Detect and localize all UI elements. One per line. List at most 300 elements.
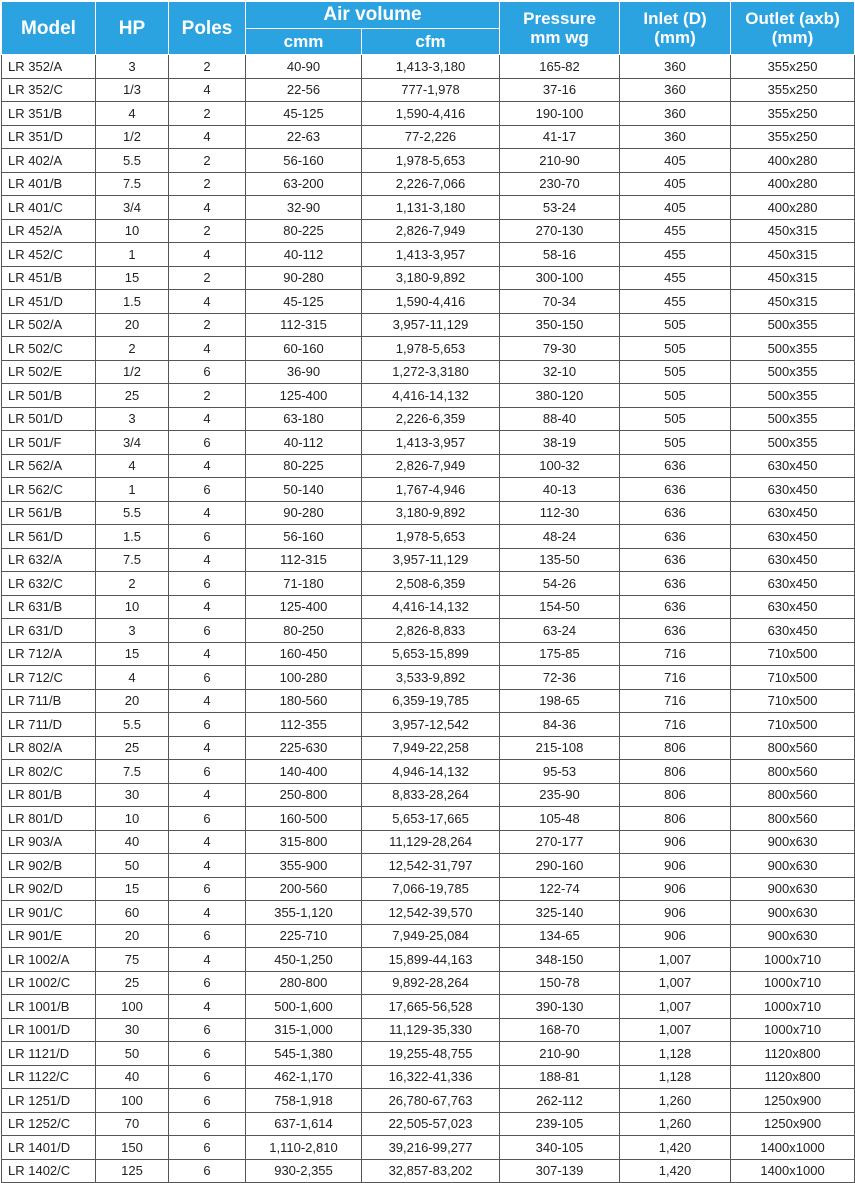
cell-inlet: 636: [620, 548, 731, 572]
cell-cfm: 3,957-12,542: [362, 713, 500, 737]
cell-cmm: 22-56: [246, 78, 362, 102]
table-row: [2, 1159, 855, 1183]
cell-model: LR 352/C: [2, 78, 96, 102]
cell-cmm: 462-1,170: [246, 1065, 362, 1089]
cell-poles: 6: [169, 713, 246, 737]
cell-pressure: 165-82: [500, 55, 620, 79]
header-hp: HP: [96, 2, 169, 55]
header-air-volume: Air volume: [246, 2, 500, 29]
table-row: [2, 384, 855, 408]
cell-poles: 6: [169, 1065, 246, 1089]
cell-model: LR 501/D: [2, 407, 96, 431]
cell-cmm: 758-1,918: [246, 1089, 362, 1113]
cell-poles: 2: [169, 102, 246, 126]
cell-pressure: 210-90: [500, 149, 620, 173]
cell-cfm: 11,129-35,330: [362, 1018, 500, 1042]
cell-poles: 6: [169, 807, 246, 831]
cell-poles: 6: [169, 360, 246, 384]
cell-model: LR 562/A: [2, 454, 96, 478]
header-outlet: [731, 2, 855, 55]
cell-cmm: 125-400: [246, 384, 362, 408]
cell-hp: 100: [96, 1089, 169, 1113]
cell-hp: 1.5: [96, 525, 169, 549]
cell-model: LR 712/A: [2, 642, 96, 666]
cell-model: LR 631/B: [2, 595, 96, 619]
table-row: [2, 736, 855, 760]
cell-pressure: 63-24: [500, 619, 620, 643]
table-row: [2, 454, 855, 478]
cell-outlet: 400x280: [731, 149, 855, 173]
cell-cfm: 11,129-28,264: [362, 830, 500, 854]
cell-cmm: 32-90: [246, 196, 362, 220]
cell-cfm: 1,767-4,946: [362, 478, 500, 502]
cell-cfm: 3,533-9,892: [362, 666, 500, 690]
cell-inlet: 1,007: [620, 1018, 731, 1042]
cell-poles: 4: [169, 783, 246, 807]
cell-hp: 60: [96, 901, 169, 925]
cell-hp: 2: [96, 337, 169, 361]
table-row: [2, 783, 855, 807]
cell-inlet: 505: [620, 313, 731, 337]
cell-outlet: 450x315: [731, 266, 855, 290]
cell-hp: 40: [96, 830, 169, 854]
cell-inlet: 1,128: [620, 1065, 731, 1089]
cell-cfm: 1,413-3,957: [362, 431, 500, 455]
cell-hp: 70: [96, 1112, 169, 1136]
cell-cfm: 1,978-5,653: [362, 525, 500, 549]
cell-hp: 40: [96, 1065, 169, 1089]
table-row: [2, 1136, 855, 1160]
cell-cfm: 1,978-5,653: [362, 149, 500, 173]
cell-cmm: 80-225: [246, 219, 362, 243]
cell-cmm: 637-1,614: [246, 1112, 362, 1136]
cell-pressure: 340-105: [500, 1136, 620, 1160]
cell-inlet: 1,007: [620, 971, 731, 995]
table-row: [2, 196, 855, 220]
cell-pressure: 84-36: [500, 713, 620, 737]
cell-outlet: 1400x1000: [731, 1136, 855, 1160]
table-row: [2, 219, 855, 243]
cell-hp: 150: [96, 1136, 169, 1160]
cell-cfm: 2,826-7,949: [362, 454, 500, 478]
cell-inlet: 1,260: [620, 1112, 731, 1136]
cell-hp: 30: [96, 783, 169, 807]
cell-cmm: 60-160: [246, 337, 362, 361]
cell-inlet: 806: [620, 807, 731, 831]
cell-pressure: 48-24: [500, 525, 620, 549]
cell-hp: 75: [96, 948, 169, 972]
cell-poles: 6: [169, 1159, 246, 1183]
cell-hp: 20: [96, 313, 169, 337]
header-inlet-line1: Inlet (D): [643, 9, 707, 28]
cell-poles: 4: [169, 642, 246, 666]
cell-cfm: 2,226-7,066: [362, 172, 500, 196]
cell-outlet: 1000x710: [731, 948, 855, 972]
cell-poles: 2: [169, 266, 246, 290]
table-row: [2, 877, 855, 901]
cell-poles: 4: [169, 125, 246, 149]
cell-cmm: 45-125: [246, 102, 362, 126]
cell-pressure: 70-34: [500, 290, 620, 314]
cell-pressure: 54-26: [500, 572, 620, 596]
cell-outlet: 630x450: [731, 595, 855, 619]
cell-outlet: 900x630: [731, 854, 855, 878]
cell-hp: 3: [96, 619, 169, 643]
cell-inlet: 1,128: [620, 1042, 731, 1066]
cell-pressure: 168-70: [500, 1018, 620, 1042]
cell-pressure: 150-78: [500, 971, 620, 995]
cell-inlet: 716: [620, 689, 731, 713]
cell-model: LR 502/A: [2, 313, 96, 337]
cell-cfm: 1,978-5,653: [362, 337, 500, 361]
cell-inlet: 455: [620, 243, 731, 267]
cell-pressure: 122-74: [500, 877, 620, 901]
table-row: [2, 1112, 855, 1136]
cell-inlet: 806: [620, 783, 731, 807]
table-row: [2, 431, 855, 455]
cell-cmm: 40-112: [246, 431, 362, 455]
cell-model: LR 1251/D: [2, 1089, 96, 1113]
cell-cmm: 280-800: [246, 971, 362, 995]
cell-hp: 10: [96, 219, 169, 243]
cell-outlet: 800x560: [731, 760, 855, 784]
cell-cfm: 16,322-41,336: [362, 1065, 500, 1089]
cell-pressure: 235-90: [500, 783, 620, 807]
cell-cfm: 12,542-31,797: [362, 854, 500, 878]
cell-poles: 2: [169, 384, 246, 408]
cell-pressure: 79-30: [500, 337, 620, 361]
cell-cmm: 45-125: [246, 290, 362, 314]
cell-outlet: 710x500: [731, 713, 855, 737]
cell-model: LR 1402/C: [2, 1159, 96, 1183]
table-row: [2, 78, 855, 102]
cell-cfm: 26,780-67,763: [362, 1089, 500, 1113]
cell-cmm: 315-1,000: [246, 1018, 362, 1042]
cell-hp: 7.5: [96, 172, 169, 196]
cell-hp: 5.5: [96, 501, 169, 525]
table-row: [2, 149, 855, 173]
cell-model: LR 1401/D: [2, 1136, 96, 1160]
cell-cfm: 4,416-14,132: [362, 384, 500, 408]
cell-inlet: 636: [620, 572, 731, 596]
table-row: [2, 854, 855, 878]
cell-cmm: 200-560: [246, 877, 362, 901]
cell-hp: 30: [96, 1018, 169, 1042]
header-pressure: [500, 2, 620, 55]
cell-inlet: 716: [620, 642, 731, 666]
table-row: [2, 830, 855, 854]
cell-inlet: 636: [620, 525, 731, 549]
cell-model: LR 712/C: [2, 666, 96, 690]
table-row: [2, 948, 855, 972]
cell-cfm: 2,826-7,949: [362, 219, 500, 243]
cell-poles: 4: [169, 948, 246, 972]
cell-pressure: 348-150: [500, 948, 620, 972]
cell-inlet: 455: [620, 290, 731, 314]
cell-inlet: 505: [620, 384, 731, 408]
cell-model: LR 352/A: [2, 55, 96, 79]
cell-poles: 4: [169, 689, 246, 713]
cell-outlet: 710x500: [731, 642, 855, 666]
cell-hp: 15: [96, 266, 169, 290]
cell-poles: 4: [169, 548, 246, 572]
cell-outlet: 1120x800: [731, 1042, 855, 1066]
cell-outlet: 1250x900: [731, 1089, 855, 1113]
cell-inlet: 1,007: [620, 948, 731, 972]
cell-pressure: 37-16: [500, 78, 620, 102]
cell-outlet: 630x450: [731, 501, 855, 525]
table-row: [2, 360, 855, 384]
cell-outlet: 355x250: [731, 125, 855, 149]
cell-inlet: 1,260: [620, 1089, 731, 1113]
cell-hp: 25: [96, 971, 169, 995]
cell-cmm: 112-315: [246, 548, 362, 572]
cell-model: LR 401/B: [2, 172, 96, 196]
cell-outlet: 630x450: [731, 619, 855, 643]
cell-inlet: 806: [620, 760, 731, 784]
cell-cfm: 3,180-9,892: [362, 266, 500, 290]
cell-pressure: 270-177: [500, 830, 620, 854]
table-row: [2, 102, 855, 126]
cell-outlet: 630x450: [731, 478, 855, 502]
cell-inlet: 405: [620, 172, 731, 196]
cell-cmm: 450-1,250: [246, 948, 362, 972]
cell-outlet: 500x355: [731, 313, 855, 337]
cell-cmm: 112-355: [246, 713, 362, 737]
table-row: [2, 266, 855, 290]
cell-poles: 4: [169, 290, 246, 314]
header-model: Model: [2, 2, 96, 55]
cell-outlet: 630x450: [731, 548, 855, 572]
cell-cmm: 500-1,600: [246, 995, 362, 1019]
cell-hp: 50: [96, 854, 169, 878]
cell-outlet: 355x250: [731, 102, 855, 126]
table-row: [2, 713, 855, 737]
header-outlet-line2: (mm): [771, 28, 814, 47]
cell-poles: 2: [169, 55, 246, 79]
cell-cmm: 160-500: [246, 807, 362, 831]
cell-cmm: 80-225: [246, 454, 362, 478]
cell-inlet: 360: [620, 55, 731, 79]
cell-outlet: 500x355: [731, 431, 855, 455]
cell-cmm: 225-710: [246, 924, 362, 948]
cell-inlet: 405: [620, 149, 731, 173]
cell-outlet: 630x450: [731, 572, 855, 596]
cell-model: LR 632/A: [2, 548, 96, 572]
cell-model: LR 1252/C: [2, 1112, 96, 1136]
cell-pressure: 41-17: [500, 125, 620, 149]
table-row: [2, 924, 855, 948]
cell-pressure: 134-65: [500, 924, 620, 948]
cell-inlet: 505: [620, 360, 731, 384]
table-row: [2, 55, 855, 79]
cell-model: LR 801/B: [2, 783, 96, 807]
cell-cmm: 225-630: [246, 736, 362, 760]
cell-pressure: 380-120: [500, 384, 620, 408]
cell-hp: 5.5: [96, 149, 169, 173]
cell-model: LR 401/C: [2, 196, 96, 220]
cell-hp: 20: [96, 689, 169, 713]
cell-hp: 1/2: [96, 360, 169, 384]
cell-pressure: 112-30: [500, 501, 620, 525]
cell-cmm: 112-315: [246, 313, 362, 337]
cell-hp: 1/2: [96, 125, 169, 149]
cell-poles: 4: [169, 337, 246, 361]
cell-cmm: 930-2,355: [246, 1159, 362, 1183]
cell-cfm: 777-1,978: [362, 78, 500, 102]
cell-pressure: 188-81: [500, 1065, 620, 1089]
cell-inlet: 636: [620, 478, 731, 502]
cell-poles: 6: [169, 924, 246, 948]
cell-inlet: 455: [620, 266, 731, 290]
cell-inlet: 806: [620, 736, 731, 760]
cell-poles: 4: [169, 736, 246, 760]
header-poles: Poles: [169, 2, 246, 55]
cell-cfm: 1,590-4,416: [362, 102, 500, 126]
cell-model: LR 1002/C: [2, 971, 96, 995]
cell-pressure: 300-100: [500, 266, 620, 290]
cell-poles: 6: [169, 1042, 246, 1066]
cell-model: LR 901/C: [2, 901, 96, 925]
cell-cmm: 90-280: [246, 266, 362, 290]
cell-hp: 7.5: [96, 548, 169, 572]
table-row: [2, 901, 855, 925]
cell-model: LR 902/D: [2, 877, 96, 901]
cell-cfm: 3,180-9,892: [362, 501, 500, 525]
cell-poles: 6: [169, 478, 246, 502]
cell-cfm: 2,508-6,359: [362, 572, 500, 596]
cell-cfm: 17,665-56,528: [362, 995, 500, 1019]
cell-model: LR 903/A: [2, 830, 96, 854]
cell-inlet: 906: [620, 901, 731, 925]
cell-cfm: 3,957-11,129: [362, 313, 500, 337]
cell-inlet: 636: [620, 619, 731, 643]
header-cmm: cmm: [246, 28, 362, 55]
table-row: [2, 807, 855, 831]
cell-cfm: 22,505-57,023: [362, 1112, 500, 1136]
table-row: [2, 1018, 855, 1042]
header-pressure-line2: mm wg: [530, 28, 589, 47]
cell-pressure: 262-112: [500, 1089, 620, 1113]
cell-cfm: 32,857-83,202: [362, 1159, 500, 1183]
cell-poles: 4: [169, 407, 246, 431]
cell-cmm: 140-400: [246, 760, 362, 784]
cell-outlet: 1250x900: [731, 1112, 855, 1136]
cell-poles: 4: [169, 78, 246, 102]
cell-cfm: 8,833-28,264: [362, 783, 500, 807]
cell-poles: 4: [169, 830, 246, 854]
cell-inlet: 1,007: [620, 995, 731, 1019]
cell-inlet: 360: [620, 102, 731, 126]
cell-poles: 6: [169, 525, 246, 549]
cell-poles: 6: [169, 877, 246, 901]
table-row: [2, 501, 855, 525]
cell-poles: 6: [169, 666, 246, 690]
table-row: [2, 760, 855, 784]
cell-pressure: 215-108: [500, 736, 620, 760]
cell-pressure: 135-50: [500, 548, 620, 572]
cell-poles: 6: [169, 1136, 246, 1160]
cell-poles: 2: [169, 219, 246, 243]
cell-poles: 4: [169, 995, 246, 1019]
cell-outlet: 630x450: [731, 454, 855, 478]
cell-hp: 125: [96, 1159, 169, 1183]
cell-pressure: 72-36: [500, 666, 620, 690]
cell-outlet: 355x250: [731, 55, 855, 79]
cell-hp: 4: [96, 666, 169, 690]
cell-model: LR 711/D: [2, 713, 96, 737]
cell-outlet: 1120x800: [731, 1065, 855, 1089]
cell-model: LR 561/D: [2, 525, 96, 549]
table-row: [2, 172, 855, 196]
cell-model: LR 1001/D: [2, 1018, 96, 1042]
cell-poles: 2: [169, 313, 246, 337]
cell-cmm: 22-63: [246, 125, 362, 149]
cell-outlet: 450x315: [731, 290, 855, 314]
cell-inlet: 505: [620, 337, 731, 361]
cell-model: LR 802/C: [2, 760, 96, 784]
cell-model: LR 351/D: [2, 125, 96, 149]
cell-poles: 4: [169, 501, 246, 525]
cell-cmm: 56-160: [246, 149, 362, 173]
table-row: [2, 595, 855, 619]
cell-cmm: 40-90: [246, 55, 362, 79]
cell-hp: 4: [96, 102, 169, 126]
table-row: [2, 642, 855, 666]
cell-poles: 6: [169, 1089, 246, 1113]
cell-pressure: 190-100: [500, 102, 620, 126]
table-row: [2, 1065, 855, 1089]
cell-inlet: 906: [620, 877, 731, 901]
cell-model: LR 901/E: [2, 924, 96, 948]
cell-model: LR 351/B: [2, 102, 96, 126]
table-body: [2, 55, 855, 1183]
cell-hp: 1/3: [96, 78, 169, 102]
cell-model: LR 501/F: [2, 431, 96, 455]
cell-cfm: 12,542-39,570: [362, 901, 500, 925]
cell-cfm: 4,946-14,132: [362, 760, 500, 784]
cell-cmm: 355-900: [246, 854, 362, 878]
cell-poles: 6: [169, 760, 246, 784]
cell-pressure: 95-53: [500, 760, 620, 784]
cell-cfm: 15,899-44,163: [362, 948, 500, 972]
cell-hp: 5.5: [96, 713, 169, 737]
cell-inlet: 636: [620, 501, 731, 525]
cell-pressure: 105-48: [500, 807, 620, 831]
cell-inlet: 906: [620, 924, 731, 948]
cell-model: LR 452/C: [2, 243, 96, 267]
cell-cmm: 56-160: [246, 525, 362, 549]
cell-cfm: 9,892-28,264: [362, 971, 500, 995]
cell-cmm: 80-250: [246, 619, 362, 643]
cell-cfm: 5,653-15,899: [362, 642, 500, 666]
header-inlet-line2: (mm): [654, 28, 696, 47]
table-row: [2, 125, 855, 149]
cell-outlet: 900x630: [731, 924, 855, 948]
cell-pressure: 53-24: [500, 196, 620, 220]
cell-poles: 4: [169, 454, 246, 478]
cell-cmm: 50-140: [246, 478, 362, 502]
cell-outlet: 800x560: [731, 736, 855, 760]
cell-pressure: 88-40: [500, 407, 620, 431]
cell-cfm: 1,413-3,957: [362, 243, 500, 267]
cell-cfm: 3,957-11,129: [362, 548, 500, 572]
cell-model: LR 801/D: [2, 807, 96, 831]
cell-hp: 15: [96, 877, 169, 901]
cell-inlet: 636: [620, 454, 731, 478]
cell-model: LR 502/C: [2, 337, 96, 361]
cell-outlet: 400x280: [731, 196, 855, 220]
